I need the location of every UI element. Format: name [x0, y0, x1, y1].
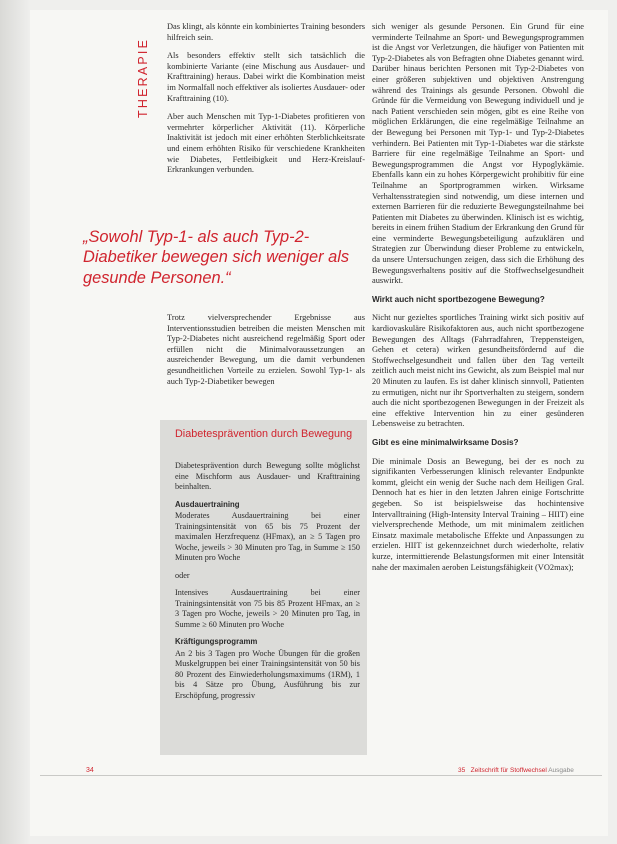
endurance-text: Moderates Ausdauertraining bei einer Trainingsintensität von 65 bis 75 Prozent der maximalen Herzfrequenz (HFmax), an ≥ 5 Tagen pro Woche, jeweils > 30 Minuten pro Tag, in Summe ≥ 150 Minuten pro Woche — [175, 511, 360, 562]
journal-name: Zeitschrift für Stoffwechsel — [470, 767, 547, 774]
info-box-body — [175, 461, 360, 708]
paragraph: Nicht nur gezieltes sportliches Training wirkt sich positiv auf kardiovaskuläre Risikofaktoren aus, auch nicht sportbezogene Bewegungen des Alltags (Fahrradfahren, Treppensteigen, Gehen et cetera) wirken gesundheitsfördernd auf die Stoffwechselgesundheit und fallen über den Tag verteilt zeitlich auch meist nicht ins Gewicht, als zum Beispiel mal nur 20 Minuten zu laufen. Es ist daher klinisch sinnvoll, Patienten zu ermutigen, nicht nur ihr Sportverhalten zu steigern, sondern auch die nicht sportbezogenen Bewegungen in der Freizeit als eine effektive Intervention hin zu einer gesünderen Lebensweise zu betrachten. — [372, 313, 584, 429]
section-tag: THERAPIE — [136, 37, 150, 118]
paragraph: Trotz vielversprechender Ergebnisse aus Interventionsstudien betreiben die meisten Menschen mit Typ-2-Diabetes nicht ausreichend regelmäßig Sport oder erfüllen nicht die Minimalvoraussetzungen an ausreichender Bewegung, um die damit verbundenen gesundheitlichen Vorteile zu erzielen. Sowohl Typ-1- als auch Typ-2-Diabetiker bewegen — [167, 313, 365, 386]
or-label: oder — [175, 570, 190, 580]
right-column — [372, 22, 584, 581]
page-number-left: 34 — [86, 767, 94, 774]
pull-quote: „Sowohl Typ-1- als auch Typ-2-Diabetiker bewegen sich weniger als gesunde Personen.“ — [83, 228, 350, 287]
strength-text: An 2 bis 3 Tagen pro Woche Übungen für die großen Muskelgruppen bei einer Trainingsintensität von 50 bis 80 Prozent des Einwiederholungsmaximums (1RM), 1 bis 4 Sätze pro Übung, Ausführung bis zur Erschöpfung, progressiv — [175, 648, 360, 700]
paragraph: Aber auch Menschen mit Typ-1-Diabetes profitieren von vermehrter körperlicher Aktivität (11). Körperliche Inaktivität ist jedoch mit einer erhöhten Sterblichkeitsrate und einem erhöhten Risiko für verschiedene Krankheiten wie Diabetes, Fettleibigkeit und Herz-Kreislauf-Erkrankungen verbunden. — [167, 112, 365, 175]
endurance-text-intensive: Intensives Ausdauertraining bei einer Trainingsintensität von 75 bis 85 Prozent HFmax, an ≥ 3 Tagen pro Woche, jeweils > 20 Minuten pro Tag, in Summe ≥ 60 Minuten pro Woche — [175, 588, 360, 629]
strength-heading: Kräftigungsprogramm — [175, 637, 258, 646]
paragraph: Die minimale Dosis an Bewegung, bei der es noch zu signifikanten Verbesserungen klinisch relevanter Endpunkte kommt, gleicht ein wenig der Suche nach dem Heiligen Gral. Dennoch hat es hier in den letzten Jahren einige Fortschritte gegeben. So ist beispielsweise das hochintensive Intervalltraining (High-Intensity Interval Training – HIIT) eine vielversprechende Methode, um mit minimalem zeitlichen Einsatz maximale metabolische Effekte und Anpassungen zu erzielen. HIIT ist gekennzeichnet durch wiederholte, relativ kurze, intermittierende Belastungsformen mit einer Intensität nahe der maximalen aeroben Leistungsfähigkeit (VO2max); — [372, 456, 584, 572]
journal-issue: Ausgabe — [548, 767, 574, 774]
subheading-non-sport-movement: Wirkt auch nicht sportbezogene Bewegung? — [372, 294, 545, 304]
paragraph: Als besonders effektiv stellt sich tatsächlich die kombinierte Variante (eine Mischung aus Ausdauer- und Krafttraining) heraus. Dabei wirkt die Kombination meist im Normalfall noch effektiver als isoliertes Ausdauer- oder Krafttraining (10). — [167, 51, 365, 103]
page-gutter-shadow — [0, 0, 30, 844]
left-column-bottom — [167, 313, 365, 395]
info-box-title: Diabetesprävention durch Bewegung — [175, 428, 353, 440]
subheading-minimal-dose: Gibt es eine minimalwirksame Dosis? — [372, 437, 519, 447]
info-box-intro: Diabetesprävention durch Bewegung sollte möglichst eine Mischform aus Ausdauer- und Krafttraining beinhalten. — [175, 461, 360, 491]
endurance-heading: Ausdauertraining — [175, 499, 240, 509]
footer-rule — [40, 775, 602, 776]
paragraph: Das klingt, als könnte ein kombiniertes Training besonders hilfreich sein. — [167, 22, 365, 42]
paragraph: sich weniger als gesunde Personen. Ein Grund für eine verminderte Teilnahme an Sport- und Bewegungsprogrammen ist die Angst vor Verletzungen, die häufiger von Patienten mit Typ-2-Diabetes als von Befragten ohne Diabetes genannt wird. Darüber hinaus berichten Personen mit Typ-2-Diabetes von einer größeren subjektiven und objektiven Anstrengung während des Trainings als gesunde Personen. Obwohl die Gründe für die Vermeidung von Bewegung individuell und je nach Patient verschieden sein mögen, gibt es eine Reihe von möglichen Erklärungen, die eine regelmäßige Teilnahme an der Bewegung bei Personen mit Typ-1- und Typ-2-Diabetes verhindern. Bei Patienten mit Typ-1-Diabetes war die stärkste Barriere für eine regelmäßige Teilnahme an Sport- und Bewegungsprogrammen die Angst vor Hypoglykämie. Ebenfalls kann ein zu hohes Körpergewicht prohibitiv für eine Teilnahme an Sportprogrammen wirken. Wirksame Verhaltensstrategien sind notwendig, um diese internen und externen Barrieren für die reduzierte Bewegungsteilnahme bei Patienten mit Diabetes zu überwinden. Klinisch ist es wichtig, bereits in einem frühen Stadium der Erkrankung den Grund für eine verminderte Bewegungsbeteiligung aufzuklären und Strategien zur Überwindung dieser Probleme zu entwickeln, da unsere Untersuchungen zeigen, dass sich die Erhöhung des Bewegungsverhaltens positiv auf die Stoffwechselgesundheit auswirkt. — [372, 22, 584, 286]
page-number-right: 35 — [458, 767, 466, 774]
journal-footer — [458, 767, 574, 774]
left-column-top — [167, 22, 365, 184]
